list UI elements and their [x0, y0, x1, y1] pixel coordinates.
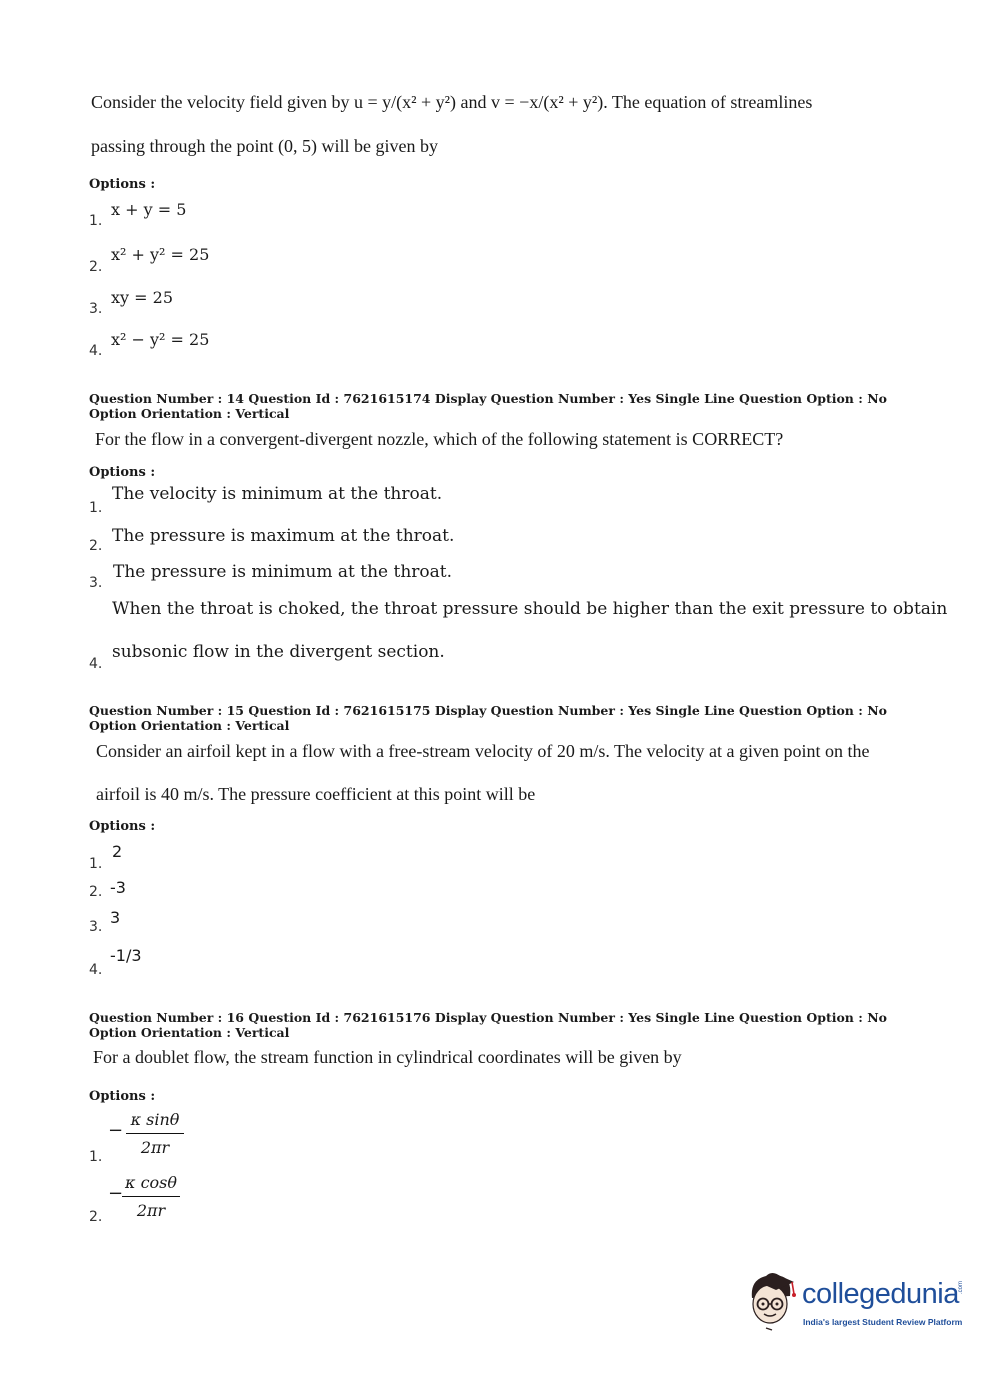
q15-option-2-number: 2.: [89, 884, 103, 900]
q16-option-1-numerator: κ sinθ: [130, 1110, 180, 1129]
q14-option-4-text-line1: When the throat is choked, the throat pressure should be higher than the exit pressure to obtain: [112, 599, 948, 619]
q14-option-3-number: 3.: [89, 575, 103, 591]
q13-option-2-text: x² + y² = 25: [111, 245, 210, 264]
q14-options-label: Options :: [89, 465, 156, 480]
brand-name: collegedunia: [802, 1278, 959, 1310]
fraction-bar: [122, 1196, 180, 1197]
q16-option-1-number: 1.: [89, 1149, 103, 1165]
q13-option-1-number: 1.: [89, 213, 103, 229]
q14-option-2-number: 2.: [89, 538, 103, 554]
q14-option-4-text-line2: subsonic flow in the divergent section.: [112, 642, 445, 662]
q13-text-line1: Consider the velocity field given by u = y/(x² + y²) and v = −x/(x² + y²). The equation of streamlines: [91, 92, 813, 112]
brand-suffix: .com: [958, 1280, 964, 1294]
q14-option-1-number: 1.: [89, 500, 103, 516]
q16-option-2-number: 2.: [89, 1209, 103, 1225]
q13-option-1-text: x + y = 5: [111, 200, 187, 219]
q15-text-line1: Consider an airfoil kept in a flow with a free-stream velocity of 20 m/s. The velocity at a given point on the: [96, 741, 870, 761]
mascot-icon: [742, 1268, 802, 1338]
q14-text: For the flow in a convergent-divergent nozzle, which of the following statement is CORRECT?: [95, 429, 784, 449]
q15-option-4-number: 4.: [89, 962, 103, 978]
q14-option-3-text: The pressure is minimum at the throat.: [113, 562, 453, 582]
q16-option-2-sign: −: [108, 1183, 124, 1204]
q15-text-line2: airfoil is 40 m/s. The pressure coefficient at this point will be: [96, 784, 536, 804]
q15-options-label: Options :: [89, 819, 156, 834]
q16-option-1-fraction: [126, 1110, 184, 1157]
q15-option-4-text: -1/3: [110, 946, 142, 965]
q14-option-4-number: 4.: [89, 656, 103, 672]
q13-option-4-text: x² − y² = 25: [111, 330, 210, 349]
q15-meta: Question Number : 15 Question Id : 7621615175 Display Question Number : Yes Single Line Question Option : No Option Orientation : Vertical: [89, 703, 887, 733]
q16-option-1-sign: −: [108, 1120, 124, 1141]
fraction-bar: [126, 1133, 184, 1134]
q13-option-3-number: 3.: [89, 301, 103, 317]
q16-text: For a doublet flow, the stream function in cylindrical coordinates will be given by: [93, 1047, 682, 1067]
brand-tagline: India's largest Student Review Platform: [803, 1317, 963, 1327]
q16-option-2-numerator: κ cosθ: [124, 1173, 177, 1192]
q14-option-1-text: The velocity is minimum at the throat.: [112, 484, 443, 504]
q15-option-3-text: 3: [110, 908, 121, 927]
q13-option-2-number: 2.: [89, 259, 103, 275]
q15-option-1-text: 2: [112, 842, 123, 861]
q14-option-2-text: The pressure is maximum at the throat.: [112, 526, 455, 546]
q16-option-1-denominator: 2πr: [140, 1138, 170, 1157]
q16-meta: Question Number : 16 Question Id : 7621615176 Display Question Number : Yes Single Line Question Option : No Option Orientation : Vertical: [89, 1010, 887, 1040]
q13-option-4-number: 4.: [89, 343, 103, 359]
q15-option-3-number: 3.: [89, 919, 103, 935]
q13-text-line2: passing through the point (0, 5) will be given by: [91, 136, 438, 156]
q15-option-1-number: 1.: [89, 856, 103, 872]
q15-option-2-text: -3: [110, 878, 126, 897]
q14-meta: Question Number : 14 Question Id : 7621615174 Display Question Number : Yes Single Line Question Option : No Option Orientation : Vertical: [89, 391, 887, 421]
q16-options-label: Options :: [89, 1089, 156, 1104]
q13-option-3-text: xy = 25: [111, 288, 173, 307]
q16-option-2-denominator: 2πr: [136, 1201, 166, 1220]
q13-options-label: Options :: [89, 177, 156, 192]
collegedunia-logo: [742, 1268, 972, 1338]
q16-option-2-fraction: [122, 1173, 180, 1220]
